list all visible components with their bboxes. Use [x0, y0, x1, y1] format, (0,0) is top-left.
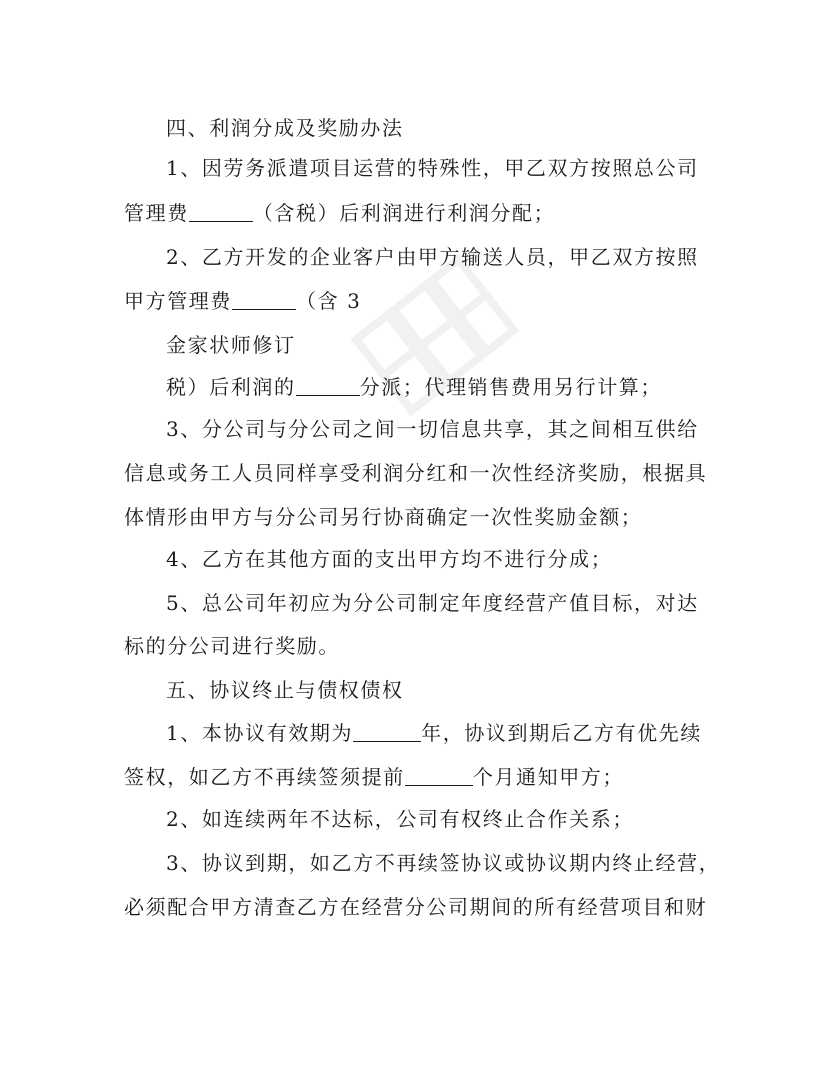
s4-item1-line2-text-a: 管理费	[124, 201, 189, 225]
s4-item1-line2-text-b: （含税）后利润进行利润分配；	[252, 201, 556, 225]
s4-item2-line2-text-a: 甲方管理费	[124, 289, 232, 313]
s4-item5-line1: 5、总公司年初应为分公司制定年度经营产值目标，对达	[166, 591, 699, 615]
s4-item2-line3-text-b: 分派；代理销售费用另行计算；	[359, 375, 663, 399]
s5-item3-line1: 3、协议到期，如乙方不再续签协议或协议期内终止经营，	[166, 851, 721, 875]
s5-item1-line2-text-b: 个月通知甲方；	[472, 765, 625, 789]
fill-blank-party-a-fee	[232, 289, 296, 310]
s5-item2-line1: 2、如连续两年不达标，公司有权终止合作关系；	[166, 807, 634, 831]
s5-item1-line1-text-a: 1、本协议有效期为	[166, 721, 354, 745]
s4-item2-line2	[124, 287, 361, 315]
s5-item1-line2-text-a: 签权，如乙方不再续签须提前	[124, 765, 405, 789]
s4-item3-line3: 体情形由甲方与分公司另行协商确定一次性奖励金额；	[124, 505, 643, 529]
s4-item1-line1: 1、因劳务派遣项目运营的特殊性，甲乙双方按照总公司	[166, 156, 699, 180]
section-5-heading: 五、协议终止与债权债权	[166, 678, 404, 702]
s4-item2-line3-text-a: 税）后利润的	[166, 375, 296, 399]
fill-blank-notice-months	[405, 765, 473, 786]
s4-item3-line2: 信息或务工人员同样享受利润分红和一次性经济奖励，根据具	[124, 461, 708, 485]
s4-item1-line2	[124, 199, 555, 227]
s5-item1-line1	[166, 719, 702, 747]
s5-item1-line1-text-b: 年，协议到期后乙方有优先续	[421, 721, 702, 745]
fill-blank-management-fee	[189, 201, 253, 222]
s4-item2-line3	[166, 373, 662, 401]
fill-blank-profit-share	[296, 375, 360, 396]
section-4-heading: 四、利润分成及奖励办法	[166, 116, 404, 140]
fill-blank-term-years	[353, 721, 421, 742]
s5-item1-line2	[124, 763, 624, 791]
s4-item2-line2-text-b: （含 3	[296, 289, 362, 313]
s4-item5-line2: 标的分公司进行奖励。	[124, 634, 340, 658]
s4-item2-line1: 2、乙方开发的企业客户由甲方输送人员，甲乙双方按照	[166, 245, 699, 269]
s5-item3-line2: 必须配合甲方清查乙方在经营分公司期间的所有经营项目和财	[124, 895, 708, 919]
s4-item4-line1: 4、乙方在其他方面的支出甲方均不进行分成；	[166, 547, 613, 571]
reviser-note: 金家状师修订	[166, 333, 296, 357]
s4-item3-line1: 3、分公司与分公司之间一切信息共享，其之间相互供给	[166, 417, 699, 441]
